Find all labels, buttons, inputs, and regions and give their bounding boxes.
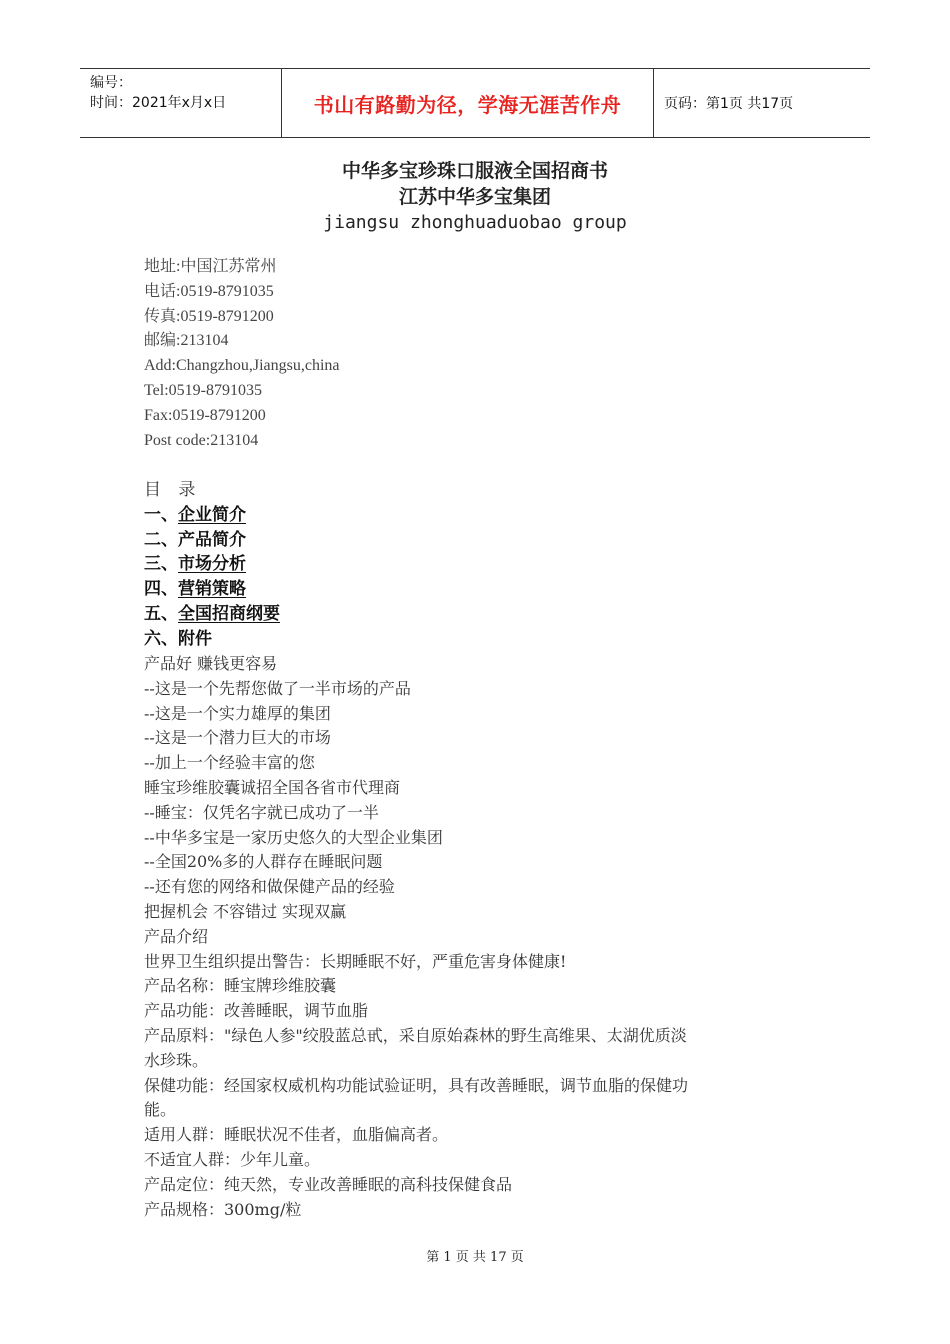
- contact-line: 邮编:213104: [144, 332, 229, 350]
- body-line: 产品原料："绿色人参"绞股蓝总甙，采自原始森林的野生高维果、太湖优质淡: [144, 1025, 687, 1045]
- motto: 书山有路勤为径，学海无涯苦作舟: [313, 92, 622, 117]
- toc-item-number: 六、: [144, 628, 178, 649]
- body-line: --中华多宝是一家历史悠久的大型企业集团: [144, 827, 443, 847]
- body-line: 不适宜人群：少年儿童。: [144, 1149, 321, 1169]
- document-header: [80, 68, 870, 138]
- body-line: 产品定位：纯天然，专业改善睡眠的高科技保健食品: [144, 1174, 513, 1194]
- toc-link-market-analysis[interactable]: 市场分析: [178, 554, 246, 575]
- toc-item[interactable]: [144, 602, 280, 627]
- contact-line: 电话:0519-8791035: [144, 282, 274, 300]
- toc-link-investment-outline[interactable]: 全国招商纲要: [178, 603, 280, 624]
- document-title: [0, 158, 950, 236]
- toc-item-number: 二、: [144, 529, 178, 550]
- body-line: 产品介绍: [144, 926, 209, 946]
- contact-line: Fax:0519-8791200: [144, 406, 266, 424]
- title-main: 中华多宝珍珠口服液全国招商书: [341, 160, 608, 182]
- contact-line: Post code:213104: [144, 431, 259, 449]
- page-footer: 第 1 页 共 17 页: [426, 1250, 524, 1265]
- body-line: 保健功能：经国家权威机构功能试验证明，具有改善睡眠，调节血脂的保健功: [144, 1075, 689, 1095]
- toc-item[interactable]: [144, 552, 280, 577]
- body-line: 水珍珠。: [144, 1050, 209, 1070]
- body-line: 产品规格：300mg/粒: [144, 1199, 302, 1219]
- body-line: 产品功能：改善睡眠，调节血脂: [144, 1001, 369, 1021]
- body-line: --全国20%多的人群存在睡眠问题: [144, 852, 383, 872]
- body-line: --这是一个实力雄厚的集团: [144, 703, 331, 723]
- contact-line: 地址:中国江苏常州: [144, 258, 277, 275]
- page-info: 页码：第1页 共17页: [664, 96, 794, 112]
- body-line: --还有您的网络和做保健产品的经验: [144, 877, 395, 897]
- contact-line: 传真:0519-8791200: [144, 307, 274, 325]
- body-line: 睡宝珍维胶囊诚招全国各省市代理商: [144, 777, 401, 797]
- date-label: 时间：2021年x月x日: [90, 95, 227, 111]
- contact-info: [144, 255, 340, 453]
- header-page-info: [654, 69, 870, 137]
- toc-item[interactable]: [144, 528, 280, 553]
- body-line: 产品名称：睡宝牌珍维胶囊: [144, 976, 337, 996]
- toc-link-product-intro[interactable]: 产品简介: [178, 529, 246, 550]
- body-line: 能。: [144, 1100, 177, 1120]
- toc-link-appendix[interactable]: 附件: [178, 628, 212, 649]
- body-line: --这是一个潜力巨大的市场: [144, 728, 331, 748]
- toc-link-company-intro[interactable]: 企业简介: [178, 504, 246, 525]
- title-english: jiangsu zhonghuaduobao group: [323, 212, 627, 233]
- toc-item-number: 三、: [144, 554, 178, 575]
- title-company: 江苏中华多宝集团: [398, 186, 551, 208]
- toc-title: 目 录: [144, 480, 202, 500]
- body-line: --加上一个经验丰富的您: [144, 753, 315, 773]
- toc-item[interactable]: [144, 627, 280, 652]
- toc-item-number: 四、: [144, 579, 178, 600]
- table-of-contents: [144, 478, 280, 652]
- header-meta: [80, 69, 281, 137]
- toc-item[interactable]: [144, 503, 280, 528]
- contact-line: Add:Changzhou,Jiangsu,china: [144, 357, 340, 375]
- body-text: [144, 652, 804, 1222]
- toc-link-marketing-strategy[interactable]: 营销策略: [178, 579, 246, 600]
- body-line: 适用人群：睡眠状况不佳者，血脂偏高者。: [144, 1125, 449, 1145]
- body-line: 产品好 赚钱更容易: [144, 654, 278, 673]
- number-label: 编号：: [90, 75, 132, 91]
- body-line: --这是一个先帮您做了一半市场的产品: [144, 678, 411, 698]
- toc-item[interactable]: [144, 577, 280, 602]
- toc-item-number: 五、: [144, 603, 178, 624]
- body-line: 世界卫生组织提出警告：长期睡眠不好，严重危害身体健康!: [144, 951, 567, 971]
- contact-line: Tel:0519-8791035: [144, 381, 262, 399]
- body-line: 把握机会 不容错过 实现双赢: [144, 901, 347, 921]
- toc-item-number: 一、: [144, 504, 178, 525]
- header-motto-cell: [281, 69, 654, 137]
- body-line: --睡宝：仅凭名字就已成功了一半: [144, 802, 379, 822]
